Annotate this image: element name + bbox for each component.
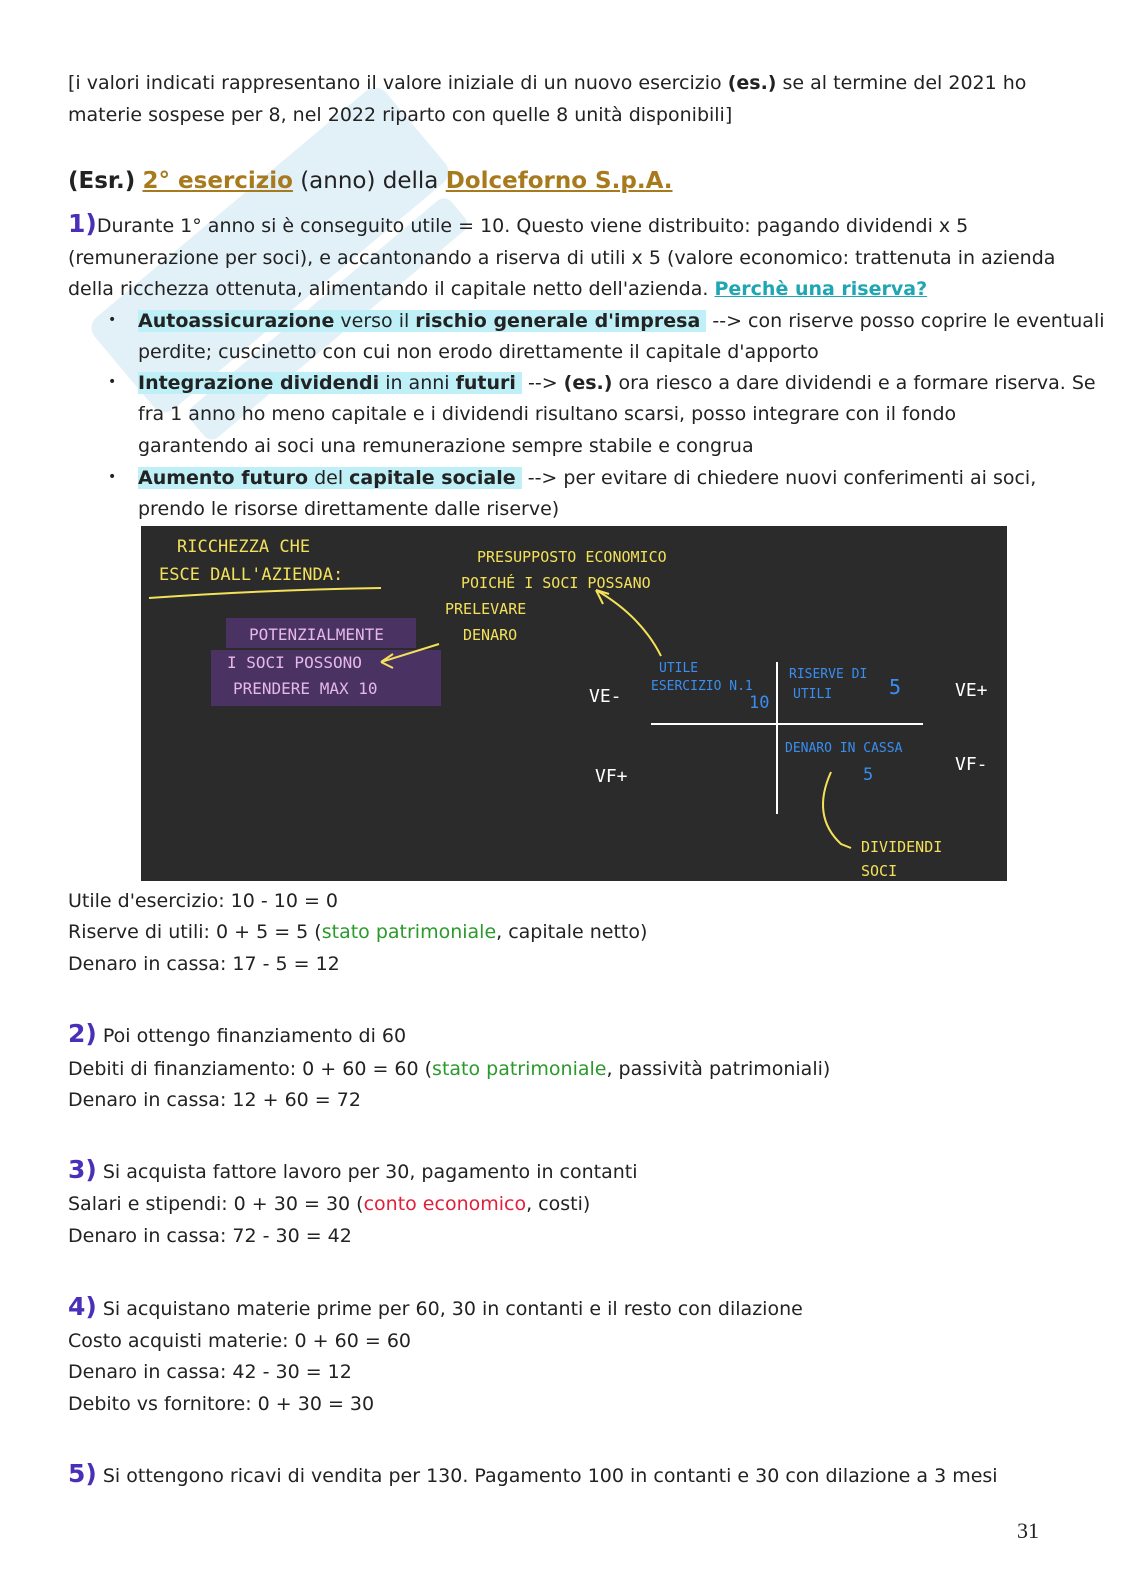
step4-line-3: Debito vs fornitore: 0 + 30 = 30 — [68, 1393, 375, 1415]
step2-title: 2) Poi ottengo finanziamento di 60 — [68, 1019, 407, 1048]
step1-line-2: (remunerazione per soci), e accantonando a riserva di utili x 5 (valore economico: trattenuta in azienda — [68, 247, 1056, 269]
heading-exercise-link[interactable]: 2° esercizio — [142, 168, 293, 194]
step4-title: 4) Si acquistano materie prime per 60, 30 in contanti e il resto con dilazione — [68, 1292, 803, 1321]
bullet-dot: • — [108, 374, 117, 390]
board-ris-1: RISERVE DI — [789, 667, 868, 682]
brace-icon — [823, 772, 851, 848]
board-vf-minus: VF- — [955, 754, 988, 775]
board-pot-3: PRENDERE MAX 10 — [233, 679, 378, 698]
board-utile-value: 10 — [749, 693, 770, 713]
bullet-3-line-1: Aumento futuro del capitale sociale --> per evitare di chiedere nuovi conferimenti ai soci, — [138, 467, 1037, 489]
step3-line-2: Denaro in cassa: 72 - 30 = 42 — [68, 1225, 352, 1247]
step4-line-2: Denaro in cassa: 42 - 30 = 12 — [68, 1361, 352, 1383]
board-pres-1: PRESUPPOSTO ECONOMICO — [477, 548, 667, 566]
page-number: 31 — [1017, 1518, 1039, 1543]
board-pres-3: PRELEVARE — [445, 600, 527, 618]
step4-line-1: Costo acquisti materie: 0 + 60 = 60 — [68, 1330, 411, 1352]
intro-line-1: [i valori indicati rappresentano il valore iniziale di un nuovo esercizio (es.) se al termine del 2021 ho — [68, 72, 1027, 94]
board-div-1: DIVIDENDI — [861, 838, 943, 856]
board-ve-minus: VE- — [589, 686, 622, 707]
board-ve-plus: VE+ — [955, 680, 988, 701]
step3-number: 3) — [68, 1155, 97, 1184]
bullet-2-line-2: fra 1 anno ho meno capitale e i dividendi risultano scarsi, posso integrare con il fondo — [138, 403, 957, 425]
bullet-dot: • — [108, 312, 117, 328]
why-reserve-link[interactable]: Perchè una riserva? — [714, 278, 928, 300]
step1-line-1: 1)Durante 1° anno si è conseguito utile = 10. Questo viene distribuito: pagando dividendi x 5 — [68, 209, 969, 238]
board-utile-2: ESERCIZIO N.1 — [651, 679, 753, 694]
board-utile-1: UTILE — [659, 661, 699, 676]
board-div-2: SOCI — [861, 862, 898, 880]
step3-line-1: Salari e stipendi: 0 + 30 = 30 (conto economico, costi) — [68, 1193, 591, 1215]
step4-number: 4) — [68, 1292, 97, 1321]
step5-title: 5) Si ottengono ricavi di vendita per 130. Pagamento 100 in contanti e 30 con dilazione a 3 mesi — [68, 1459, 998, 1488]
section-heading: (Esr.) 2° esercizio (anno) della Dolceforno S.p.A. — [68, 168, 673, 194]
step5-number: 5) — [68, 1459, 97, 1488]
arrow-icon — [596, 590, 661, 656]
bullet-3-line-2: prendo le risorse direttamente dalle riserve) — [138, 498, 560, 520]
title-underline — [149, 588, 381, 598]
board-ris-2: UTILI — [793, 687, 833, 702]
step1-number: 1) — [68, 209, 97, 238]
board-pot-2: I SOCI POSSONO — [227, 653, 362, 672]
step2-number: 2) — [68, 1019, 97, 1048]
heading-company-link[interactable]: Dolceforno S.p.A. — [445, 168, 673, 194]
board-vf-plus: VF+ — [595, 766, 628, 787]
board-den-value: 5 — [863, 765, 874, 785]
step3-title: 3) Si acquista fattore lavoro per 30, pagamento in contanti — [68, 1155, 638, 1184]
after1-line-3: Denaro in cassa: 17 - 5 = 12 — [68, 953, 340, 975]
board-title-2: ESCE DALL'AZIENDA: — [159, 565, 344, 585]
board-pres-2: POICHÉ I SOCI POSSANO — [461, 574, 651, 592]
bullet-1-line-2: perdite; cuscinetto con cui non erodo direttamente il capitale d'apporto — [138, 341, 819, 363]
handwritten-board — [141, 526, 1007, 881]
after1-line-1: Utile d'esercizio: 10 - 10 = 0 — [68, 890, 339, 912]
after1-line-2: Riserve di utili: 0 + 5 = 5 (stato patrimoniale, capitale netto) — [68, 921, 648, 943]
board-title-1: RICCHEZZA CHE — [177, 537, 311, 557]
board-pres-4: DENARO — [463, 626, 518, 644]
bullet-2-line-1: Integrazione dividendi in anni futuri --> (es.) ora riesco a dare dividendi e a formare riserva. Se — [138, 372, 1096, 394]
step2-line-1: Debiti di finanziamento: 0 + 60 = 60 (stato patrimoniale, passività patrimoniali) — [68, 1058, 831, 1080]
board-pot-1: POTENZIALMENTE — [249, 625, 384, 644]
bullet-2-line-3: garantendo ai soci una remunerazione sempre stabile e congrua — [138, 435, 754, 457]
step1-line-3: della ricchezza ottenuta, alimentando il capitale netto dell'azienda. Perchè una riserva? — [68, 278, 928, 300]
board-ris-value: 5 — [889, 675, 902, 699]
intro-line-2: materie sospese per 8, nel 2022 riparto con quelle 8 unità disponibili] — [68, 104, 733, 126]
board-den: DENARO IN CASSA — [785, 741, 903, 756]
step2-line-2: Denaro in cassa: 12 + 60 = 72 — [68, 1089, 361, 1111]
bullet-dot: • — [108, 469, 117, 485]
bullet-1-line-1: Autoassicurazione verso il rischio generale d'impresa --> con riserve posso coprire le eventuali — [138, 310, 1105, 332]
